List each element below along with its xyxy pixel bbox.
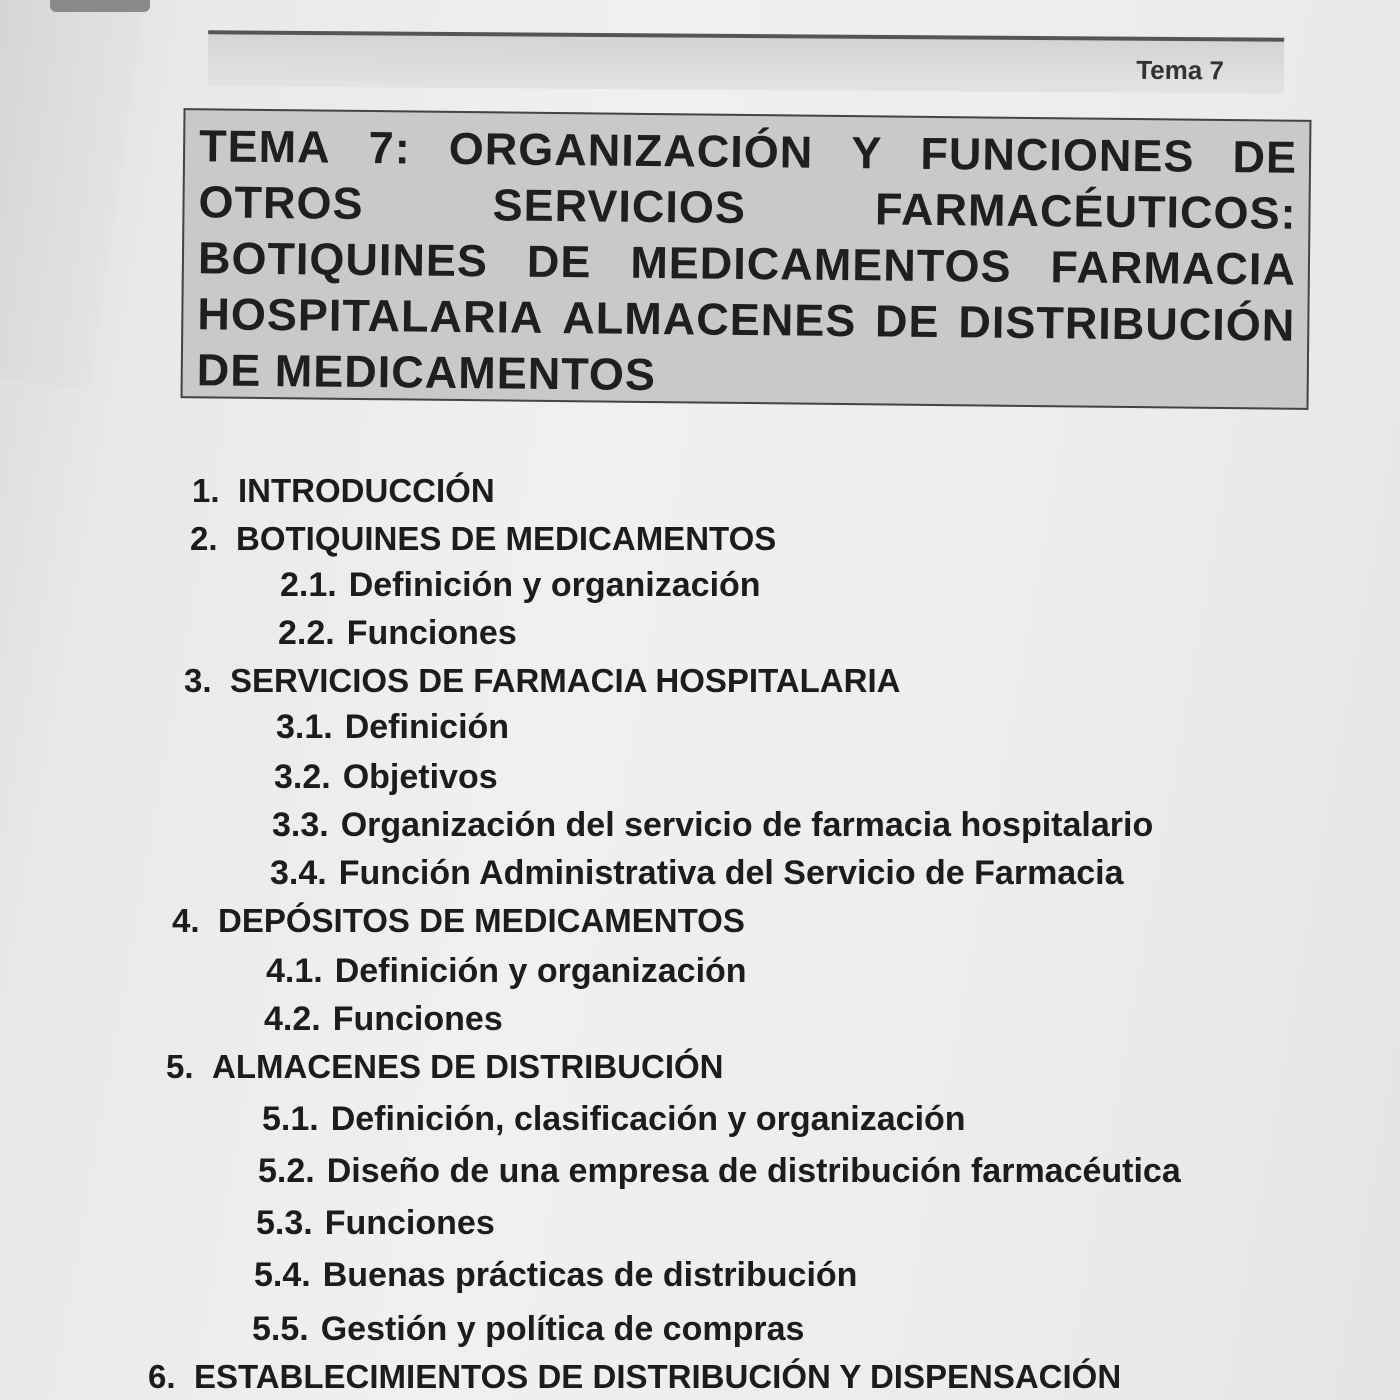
toc-item xyxy=(192,472,495,510)
toc-label: Definición y organización xyxy=(348,566,761,604)
title-word: FUNCIONES xyxy=(920,127,1195,182)
toc-label: Organización del servicio de farmacia hospitalario xyxy=(340,806,1154,844)
toc-item xyxy=(252,1310,804,1349)
toc-label: Gestión y política de compras xyxy=(320,1310,805,1348)
toc-number: 2. xyxy=(190,520,218,557)
title-word: FARMACÉUTICOS: xyxy=(874,183,1297,239)
title-word: BOTIQUINES xyxy=(197,232,489,287)
toc-label: Funciones xyxy=(332,1000,503,1038)
toc-item xyxy=(148,1358,1121,1396)
toc-number: 4. xyxy=(172,902,200,939)
title-word: MEDICAMENTOS xyxy=(630,236,1012,292)
binder-clip xyxy=(50,0,150,12)
toc-number: 2.1. xyxy=(280,566,337,604)
toc-label: ESTABLECIMIENTOS DE DISTRIBUCIÓN Y DISPENSACIÓN xyxy=(194,1358,1122,1395)
toc-number: 2.2. xyxy=(278,614,335,652)
toc-item xyxy=(278,614,517,653)
toc-item xyxy=(274,758,498,797)
toc-label: Definición xyxy=(344,708,510,746)
toc-label: Función Administrativa del Servicio de Farmacia xyxy=(338,854,1124,892)
toc-item xyxy=(256,1204,495,1243)
title-word: OTROS xyxy=(198,176,364,229)
toc-label: Objetivos xyxy=(342,758,498,796)
toc-item xyxy=(166,1048,724,1086)
toc-number: 3.3. xyxy=(272,806,329,844)
toc-label: ALMACENES DE DISTRIBUCIÓN xyxy=(212,1048,724,1085)
title-word: ALMACENES xyxy=(562,292,857,347)
toc-item xyxy=(270,854,1123,893)
title-line xyxy=(197,342,1296,409)
toc-label: Funciones xyxy=(346,614,517,652)
toc-item xyxy=(258,1152,1181,1191)
title-word: FARMACIA xyxy=(1050,241,1297,295)
toc-number: 1. xyxy=(192,472,220,509)
toc-number: 5.5. xyxy=(252,1310,309,1348)
chapter-label: Tema 7 xyxy=(1136,54,1225,86)
title-word: HOSPITALARIA xyxy=(197,288,544,343)
toc-number: 3.2. xyxy=(274,758,331,796)
toc-number: 6. xyxy=(148,1358,176,1395)
title-word: 7: xyxy=(368,122,412,174)
toc-number: 3.1. xyxy=(276,708,333,746)
toc-label: Buenas prácticas de distribución xyxy=(322,1256,858,1294)
toc-label: Definición y organización xyxy=(334,952,747,990)
toc-label: SERVICIOS DE FARMACIA HOSPITALARIA xyxy=(230,662,901,699)
page-header-bar xyxy=(208,30,1284,94)
chapter-title-box xyxy=(181,108,1312,410)
toc-item xyxy=(272,806,1153,845)
title-word: SERVICIOS xyxy=(492,179,747,233)
toc-number: 4.2. xyxy=(264,1000,321,1038)
toc-number: 5.2. xyxy=(258,1152,315,1190)
title-word: DE xyxy=(1232,131,1298,183)
toc-number: 5.3. xyxy=(256,1204,313,1242)
toc-item xyxy=(190,520,776,558)
toc-label: BOTIQUINES DE MEDICAMENTOS xyxy=(236,520,777,557)
title-word: DISTRIBUCIÓN xyxy=(958,296,1296,351)
toc-label: Funciones xyxy=(324,1204,495,1242)
toc-number: 5.4. xyxy=(254,1256,311,1294)
toc-item xyxy=(262,1100,966,1139)
toc-item xyxy=(254,1256,857,1295)
toc-number: 5.1. xyxy=(262,1100,319,1138)
toc-item xyxy=(184,662,900,700)
toc-label: INTRODUCCIÓN xyxy=(238,472,495,509)
title-word: Y xyxy=(851,127,883,179)
toc-label: Diseño de una empresa de distribución farmacéutica xyxy=(326,1152,1181,1190)
title-word: ORGANIZACIÓN xyxy=(448,122,814,178)
toc-number: 3. xyxy=(184,662,212,699)
toc-number: 3.4. xyxy=(270,854,327,892)
title-word: TEMA xyxy=(198,120,331,173)
toc-number: 5. xyxy=(166,1048,194,1085)
toc-item xyxy=(276,708,509,747)
toc-item xyxy=(266,952,747,991)
title-word: DE xyxy=(526,235,592,288)
title-word: DE MEDICAMENTOS xyxy=(196,344,657,401)
title-word: DE xyxy=(874,295,940,348)
toc-number: 4.1. xyxy=(266,952,323,990)
toc-item xyxy=(264,1000,503,1039)
toc-label: Definición, clasificación y organización xyxy=(330,1100,966,1138)
toc-item xyxy=(172,902,745,940)
toc-item xyxy=(280,566,761,605)
toc-label: DEPÓSITOS DE MEDICAMENTOS xyxy=(218,902,745,939)
paper-edge-shadow xyxy=(0,0,148,390)
